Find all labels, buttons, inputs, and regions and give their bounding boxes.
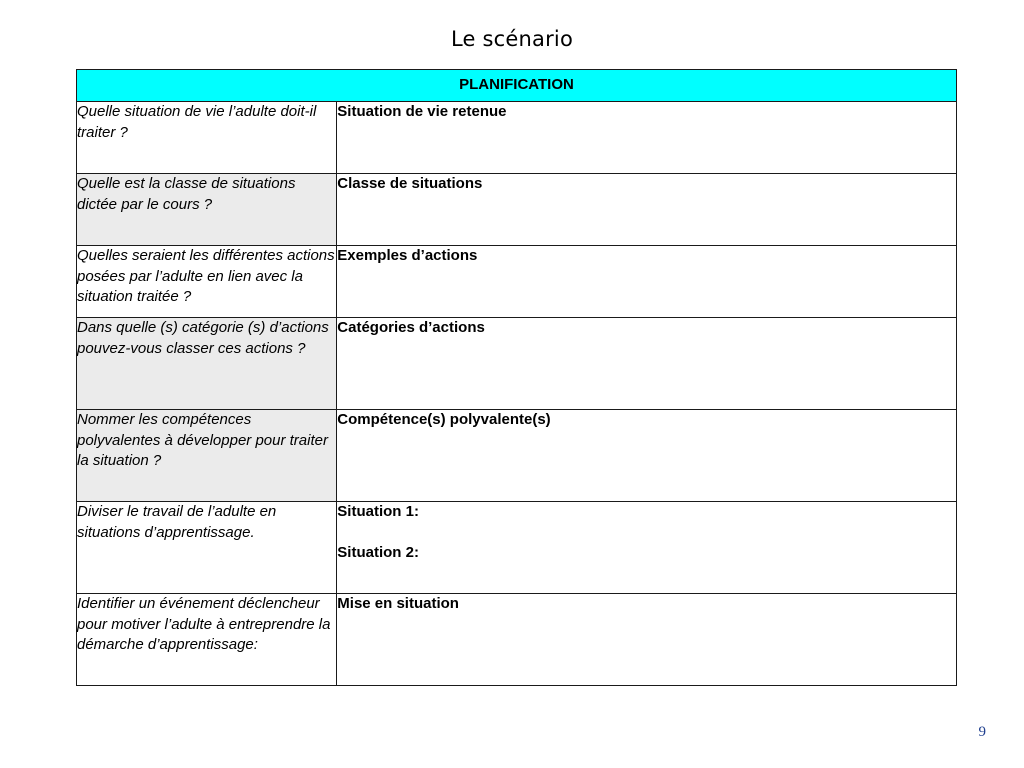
question-cell: Dans quelle (s) catégorie (s) d’actions pouvez-vous classer ces actions ? [77, 318, 337, 410]
answer-label: Exemples d’actions [337, 247, 478, 264]
answer-cell [337, 594, 957, 686]
question-cell: Quelles seraient les différentes actions posées par l’adulte en lien avec la situation traitée ? [77, 246, 337, 318]
question-cell: Quelle situation de vie l’adulte doit-il traiter ? [77, 102, 337, 174]
answer-label: Mise en situation [337, 595, 459, 612]
answer-cell [337, 318, 957, 410]
answer-label: Compétence(s) polyvalente(s) [337, 411, 551, 428]
planning-table [76, 69, 957, 686]
table-row [77, 246, 957, 318]
page-number: 9 [978, 724, 986, 740]
answer-cell [337, 102, 957, 174]
table-header-row [77, 70, 957, 102]
table-row [77, 594, 957, 686]
answer-cell [337, 174, 957, 246]
question-cell: Nommer les compétences polyvalentes à développer pour traiter la situation ? [77, 410, 337, 502]
answer-label: Situation 2: [337, 544, 419, 561]
answer-label: Situation 1: [337, 503, 419, 520]
answer-label: Classe de situations [337, 175, 483, 192]
table-row [77, 502, 957, 594]
question-cell: Diviser le travail de l’adulte en situations d’apprentissage. [77, 502, 337, 594]
answer-cell [337, 410, 957, 502]
table-header: PLANIFICATION [77, 70, 957, 102]
answer-cell [337, 502, 957, 594]
table-row [77, 318, 957, 410]
question-cell: Quelle est la classe de situations dictée par le cours ? [77, 174, 337, 246]
table-row [77, 410, 957, 502]
slide-title: Le scénario [450, 27, 574, 51]
table-row [77, 174, 957, 246]
question-cell: Identifier un événement déclencheur pour motiver l’adulte à entreprendre la démarche d’apprentissage: [77, 594, 337, 686]
answer-label: Situation de vie retenue [337, 103, 507, 120]
answer-cell [337, 246, 957, 318]
table-row [77, 102, 957, 174]
answer-label: Catégories d’actions [337, 319, 485, 336]
